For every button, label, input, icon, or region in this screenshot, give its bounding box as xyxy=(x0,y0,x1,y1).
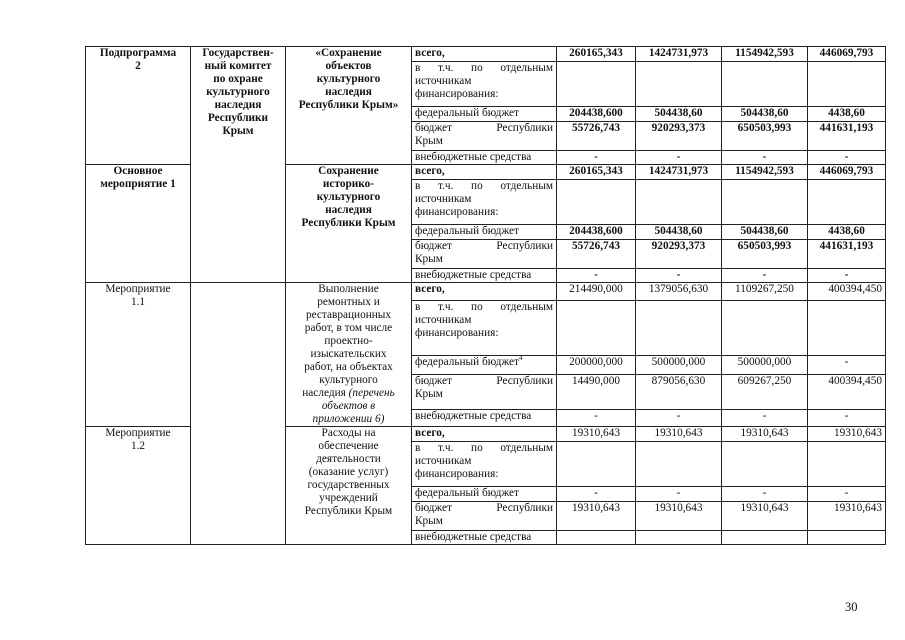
amount-cell: - xyxy=(636,269,722,283)
amount-cell xyxy=(636,180,722,225)
amount-cell xyxy=(636,531,722,545)
amount-cell xyxy=(808,442,886,487)
entity-type-cell xyxy=(86,283,191,427)
funding-source-label: всего, xyxy=(415,47,445,59)
funding-source-cell xyxy=(412,122,557,151)
amount-cell: 260165,343 xyxy=(557,165,636,180)
amount-cell: 214490,000 xyxy=(557,283,636,301)
amount-cell xyxy=(636,442,722,487)
funding-source-line: Крым xyxy=(415,135,443,147)
amount-cell: 19310,643 xyxy=(808,502,886,531)
funding-source-line: источникам xyxy=(415,314,472,327)
measure-name-cell xyxy=(286,165,412,283)
amount-cell: - xyxy=(808,487,886,502)
amount-cell: 55726,743 xyxy=(557,122,636,151)
funding-source-label: внебюджетные средства xyxy=(415,531,532,543)
funding-source-label: внебюджетные средства xyxy=(415,151,532,163)
amount-cell: 19310,643 xyxy=(557,427,636,442)
amount-cell xyxy=(722,442,808,487)
measure-name-line: Республики Крым xyxy=(304,505,393,517)
amount-cell: 920293,373 xyxy=(636,122,722,151)
measure-name-line: реставрационных xyxy=(305,309,392,321)
amount-cell: 19310,643 xyxy=(722,502,808,531)
funding-source-cell xyxy=(412,356,557,374)
entity-type-line: 1.1 xyxy=(130,296,146,308)
amount-cell: 1379056,630 xyxy=(636,283,722,301)
amount-cell: - xyxy=(722,487,808,502)
measure-name-line: обеспечение xyxy=(318,440,379,452)
measure-name-line: (оказание услуг) xyxy=(308,466,389,478)
amount-cell: 920293,373 xyxy=(636,240,722,269)
funding-source-cell xyxy=(412,374,557,409)
measure-name-line: проектно- xyxy=(324,335,373,347)
measure-name-line: работ, в том числе xyxy=(304,322,393,334)
funding-source-cell xyxy=(412,151,557,165)
table-row xyxy=(86,283,886,301)
funding-source-cell xyxy=(412,47,557,62)
amount-cell: 204438,600 xyxy=(557,225,636,240)
amount-cell xyxy=(722,62,808,107)
amount-cell xyxy=(636,301,722,356)
measure-name-line: культурного xyxy=(319,374,378,386)
funding-source-cell xyxy=(412,487,557,502)
funding-source-label: внебюджетные средства xyxy=(415,269,532,281)
funding-source-cell xyxy=(412,442,557,487)
entity-type-line: 1.2 xyxy=(130,440,146,452)
amount-cell: 504438,60 xyxy=(722,107,808,122)
funding-source-cell xyxy=(412,165,557,180)
funding-source-cell xyxy=(412,531,557,545)
amount-cell: 609267,250 xyxy=(722,374,808,409)
funding-source-label: федеральный бюджет xyxy=(415,356,519,369)
amount-cell: 504438,60 xyxy=(636,107,722,122)
amount-cell xyxy=(722,301,808,356)
amount-cell: 650503,993 xyxy=(722,240,808,269)
amount-cell: 441631,193 xyxy=(808,122,886,151)
amount-cell xyxy=(808,62,886,107)
amount-cell xyxy=(557,442,636,487)
entity-type-line: Мероприятие xyxy=(105,427,171,439)
amount-cell: 879056,630 xyxy=(636,374,722,409)
amount-cell: - xyxy=(722,409,808,426)
amount-cell xyxy=(636,62,722,107)
amount-cell: 19310,643 xyxy=(722,427,808,442)
entity-type-line: Мероприятие xyxy=(105,283,171,295)
measure-name-note: объектов в xyxy=(321,400,376,412)
amount-cell: - xyxy=(557,409,636,426)
funding-source-line: бюджет Республики xyxy=(415,374,553,387)
amount-cell xyxy=(557,180,636,225)
executor-line: Республики xyxy=(207,112,269,124)
amount-cell: - xyxy=(808,269,886,283)
responsible-executor-cell xyxy=(191,47,286,283)
funding-source-line: в т.ч. по отдельным xyxy=(415,62,553,74)
entity-type-cell xyxy=(86,165,191,283)
amount-cell: 19310,643 xyxy=(636,502,722,531)
executor-line: культурного xyxy=(206,86,270,98)
amount-cell: - xyxy=(722,269,808,283)
amount-cell: 19310,643 xyxy=(808,427,886,442)
executor-line: Крым xyxy=(222,125,254,137)
amount-cell xyxy=(557,62,636,107)
amount-cell: - xyxy=(636,487,722,502)
funding-source-line: бюджет Республики xyxy=(415,122,553,134)
amount-cell: 504438,60 xyxy=(636,225,722,240)
amount-cell: 500000,000 xyxy=(636,356,722,374)
measure-name-line: наследия xyxy=(302,387,346,399)
amount-cell: 504438,60 xyxy=(722,225,808,240)
amount-cell: 446069,793 xyxy=(808,47,886,62)
amount-cell: 1154942,593 xyxy=(722,165,808,180)
amount-cell: 4438,60 xyxy=(808,107,886,122)
funding-source-line: бюджет Республики xyxy=(415,502,553,514)
funding-source-label: всего, xyxy=(415,283,445,295)
measure-name-line: государственных xyxy=(307,479,390,491)
amount-cell: 200000,000 xyxy=(557,356,636,374)
funding-source-label: федеральный бюджет xyxy=(415,107,519,119)
amount-cell xyxy=(808,180,886,225)
amount-cell: 400394,450 xyxy=(808,283,886,301)
measure-name-line: работ, на объектах xyxy=(304,361,393,373)
amount-cell: 1424731,973 xyxy=(636,165,722,180)
measure-name-cell xyxy=(286,427,412,545)
amount-cell: 650503,993 xyxy=(722,122,808,151)
amount-cell: 400394,450 xyxy=(808,374,886,409)
entity-type-cell xyxy=(86,427,191,545)
funding-source-cell xyxy=(412,409,557,426)
amount-cell: - xyxy=(808,151,886,165)
amount-cell: 1109267,250 xyxy=(722,283,808,301)
amount-cell: - xyxy=(557,151,636,165)
budget-table-body xyxy=(86,47,886,545)
measure-name-line: наследия xyxy=(325,86,372,98)
funding-source-line: в т.ч. по отдельным xyxy=(415,301,553,314)
funding-source-cell xyxy=(412,107,557,122)
funding-source-line: в т.ч. по отдельным xyxy=(415,442,553,454)
measure-name-line: изыскательских xyxy=(310,348,387,360)
amount-cell: - xyxy=(808,409,886,426)
amount-cell: 441631,193 xyxy=(808,240,886,269)
amount-cell: - xyxy=(557,487,636,502)
funding-source-line: источникам xyxy=(415,193,472,205)
funding-source-line: финансирования: xyxy=(415,206,499,218)
funding-source-cell xyxy=(412,427,557,442)
amount-cell: 55726,743 xyxy=(557,240,636,269)
amount-cell: - xyxy=(722,151,808,165)
measure-name-line: учреждений xyxy=(319,492,378,504)
measure-name-cell xyxy=(286,47,412,165)
funding-source-line: бюджет Республики xyxy=(415,240,553,252)
funding-source-label: всего, xyxy=(415,427,445,439)
funding-source-cell xyxy=(412,502,557,531)
budget-table xyxy=(85,46,886,545)
entity-type-cell xyxy=(86,47,191,165)
entity-type-line: мероприятие 1 xyxy=(100,178,176,190)
measure-name-line: деятельности xyxy=(316,453,381,465)
funding-source-cell xyxy=(412,283,557,301)
funding-source-line: финансирования: xyxy=(415,88,499,100)
funding-source-cell xyxy=(412,240,557,269)
funding-source-label: внебюджетные средства xyxy=(415,409,532,422)
measure-name-line: Республики Крым» xyxy=(298,99,399,111)
amount-cell: 260165,343 xyxy=(557,47,636,62)
funding-source-line: источникам xyxy=(415,455,472,467)
executor-line: ный комитет xyxy=(204,60,272,72)
amount-cell: 204438,600 xyxy=(557,107,636,122)
funding-source-line: Крым xyxy=(415,515,443,527)
funding-source-line: Крым xyxy=(415,387,443,400)
amount-cell: 14490,000 xyxy=(557,374,636,409)
measure-name-line: «Сохранение xyxy=(315,47,382,59)
executor-line: Государствен- xyxy=(202,47,274,59)
funding-source-cell xyxy=(412,269,557,283)
amount-cell: - xyxy=(808,356,886,374)
responsible-executor-empty-cell xyxy=(191,283,286,545)
measure-name-line: Сохранение xyxy=(318,165,379,177)
amount-cell xyxy=(722,531,808,545)
measure-name-line: Выполнение xyxy=(318,283,379,295)
measure-name-note: приложении 6) xyxy=(312,413,385,425)
entity-type-line: Подпрограмма xyxy=(99,47,177,59)
table-row xyxy=(86,47,886,62)
funding-source-line: в т.ч. по отдельным xyxy=(415,180,553,192)
funding-source-label: федеральный бюджет xyxy=(415,487,519,499)
footnote-marker: 4 xyxy=(518,355,523,363)
funding-source-label: федеральный бюджет xyxy=(415,225,519,237)
funding-source-line: финансирования: xyxy=(415,327,499,340)
amount-cell: - xyxy=(557,269,636,283)
funding-source-label: всего, xyxy=(415,165,445,177)
funding-source-cell xyxy=(412,225,557,240)
amount-cell xyxy=(808,301,886,356)
amount-cell xyxy=(808,531,886,545)
amount-cell: - xyxy=(636,409,722,426)
amount-cell xyxy=(722,180,808,225)
entity-type-line: 2 xyxy=(135,60,141,72)
measure-name-line: ремонтных и xyxy=(317,296,380,308)
amount-cell: 19310,643 xyxy=(636,427,722,442)
measure-name-line: наследия xyxy=(325,204,372,216)
measure-name-line: культурного xyxy=(316,191,381,203)
funding-source-cell xyxy=(412,62,557,107)
funding-source-cell xyxy=(412,180,557,225)
executor-line: по охране xyxy=(213,73,263,85)
amount-cell xyxy=(557,531,636,545)
funding-source-line: источникам xyxy=(415,75,472,87)
funding-source-line: финансирования: xyxy=(415,468,499,480)
amount-cell: 4438,60 xyxy=(808,225,886,240)
amount-cell: 446069,793 xyxy=(808,165,886,180)
amount-cell: 1154942,593 xyxy=(722,47,808,62)
entity-type-line: Основное xyxy=(113,165,163,177)
funding-source-cell xyxy=(412,301,557,356)
executor-line: наследия xyxy=(214,99,262,111)
amount-cell: - xyxy=(636,151,722,165)
measure-name-line: Расходы на xyxy=(321,427,376,439)
measure-name-note: (перечень xyxy=(345,387,395,399)
measure-name-cell xyxy=(286,283,412,427)
measure-name-line: историко- xyxy=(322,178,375,190)
funding-source-line: Крым xyxy=(415,253,443,265)
measure-name-line: объектов xyxy=(325,60,372,72)
measure-name-line: Республики Крым xyxy=(301,217,396,229)
page-number: 30 xyxy=(845,600,858,614)
amount-cell: 1424731,973 xyxy=(636,47,722,62)
amount-cell: 19310,643 xyxy=(557,502,636,531)
amount-cell: 500000,000 xyxy=(722,356,808,374)
measure-name-line: культурного xyxy=(316,73,381,85)
amount-cell xyxy=(557,301,636,356)
